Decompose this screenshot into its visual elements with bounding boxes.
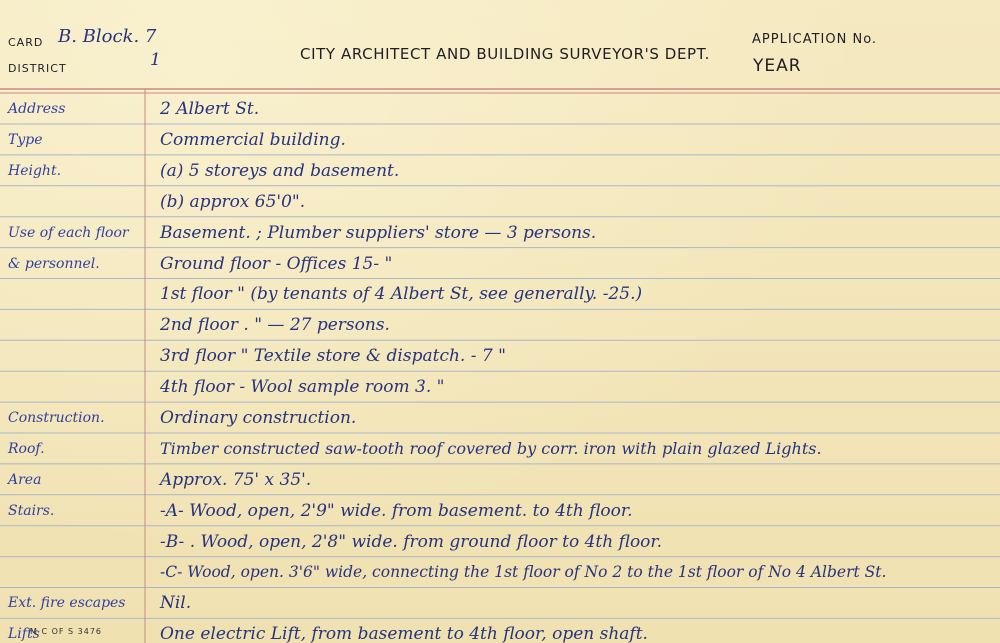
field-value: Commercial building.: [160, 129, 346, 150]
field-label: & personnel.: [8, 255, 100, 272]
field-label: Stairs.: [8, 502, 55, 519]
application-number-label: APPLICATION No.: [752, 32, 878, 47]
field-value: -A- Wood, open, 2'9" wide. from basement. to 4th floor.: [160, 500, 633, 521]
field-label: Address: [8, 101, 66, 117]
year-label: YEAR: [753, 56, 802, 76]
field-label: Ext. fire escapes: [8, 595, 126, 612]
department-title: CITY ARCHITECT AND BUILDING SURVEYOR'S DEPT.: [300, 45, 711, 63]
field-value: Timber constructed saw-tooth roof covered by corr. iron with plain glazed Lights.: [160, 438, 822, 458]
field-value: Ground floor - Offices 15- ": [160, 253, 393, 274]
field-value: Ordinary construction.: [160, 408, 357, 428]
field-value: -B- . Wood, open, 2'8" wide. from ground floor to 4th floor.: [160, 531, 663, 552]
field-value: (a) 5 storeys and basement.: [160, 160, 400, 181]
district-value: 1: [150, 50, 161, 70]
field-value: 2nd floor . " — 27 persons.: [160, 315, 390, 336]
field-label: Area: [8, 471, 42, 488]
card-value: B. Block. 7: [58, 26, 157, 47]
field-value: 4th floor - Wool sample room 3. ": [160, 377, 445, 398]
field-value: Nil.: [160, 593, 192, 614]
field-value: 1st floor " (by tenants of 4 Albert St, see generally. -25.): [160, 284, 643, 305]
card-label: CARD: [8, 36, 44, 49]
field-label: Type: [8, 131, 43, 148]
field-value: -C- Wood, open. 3'6" wide, connecting the 1st floor of No 2 to the 1st floor of No 4 Albert St.: [160, 562, 887, 581]
field-value: One electric Lift, from basement to 4th floor, open shaft.: [160, 624, 648, 643]
field-label: Height.: [8, 162, 62, 179]
field-value: (b) approx 65'0".: [160, 191, 306, 212]
form-code: M C OF S 3476: [30, 627, 102, 636]
field-label: Construction.: [8, 410, 105, 426]
field-value: 3rd floor " Textile store & dispatch. - 7 ": [160, 346, 506, 367]
field-value: Approx. 75' x 35'.: [160, 469, 312, 490]
field-label: Use of each floor: [8, 224, 129, 241]
field-value: Basement. ; Plumber suppliers' store — 3 persons.: [160, 222, 597, 243]
district-label: DISTRICT: [8, 62, 67, 75]
field-label: Roof.: [8, 440, 45, 457]
field-value: 2 Albert St.: [160, 99, 260, 119]
field-label: Lifts: [8, 626, 40, 643]
